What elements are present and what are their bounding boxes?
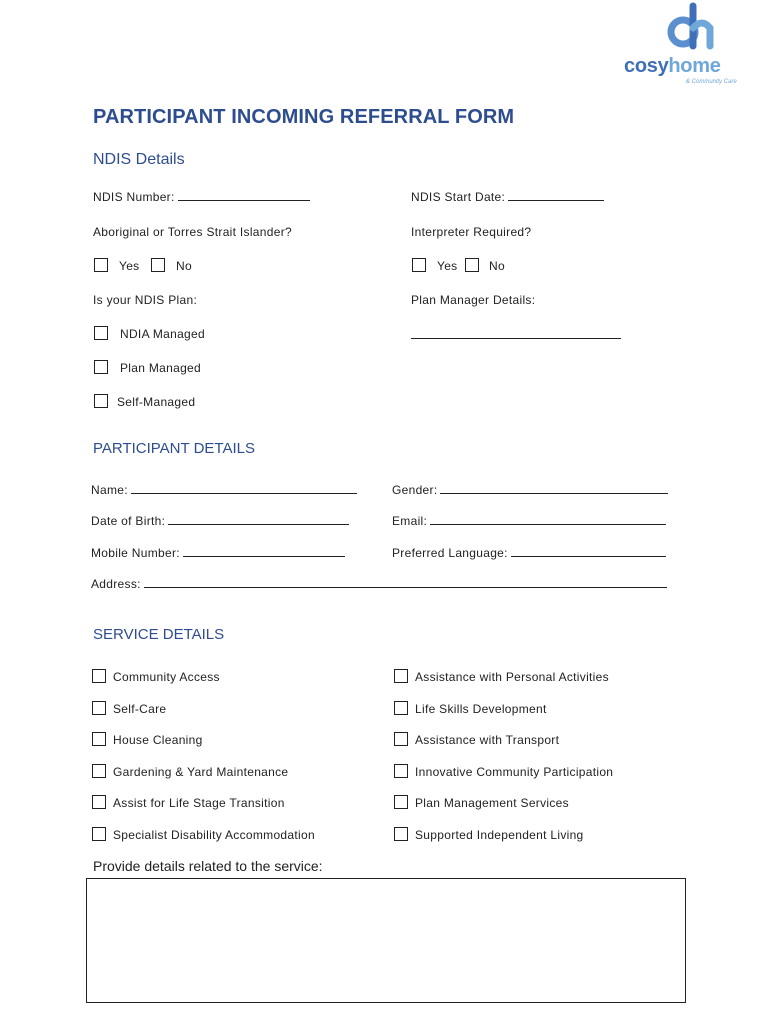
name-label: Name:	[91, 483, 128, 497]
aboriginal-yes-label: Yes	[119, 259, 140, 273]
ndia-managed-label: NDIA Managed	[120, 327, 205, 341]
email-line[interactable]	[430, 524, 666, 525]
plan-managed-label: Plan Managed	[120, 361, 201, 375]
service-label-life-stage: Assist for Life Stage Transition	[113, 796, 285, 810]
logo-mark-icon	[666, 2, 718, 50]
address-line[interactable]	[144, 587, 667, 588]
ndis-start-date-field[interactable]	[411, 190, 604, 204]
name-line[interactable]	[131, 493, 357, 494]
service-checkbox[interactable]	[92, 827, 106, 841]
dob-label: Date of Birth:	[91, 514, 166, 528]
ndis-number-field[interactable]	[93, 190, 310, 204]
interpreter-no-checkbox[interactable]	[465, 258, 479, 272]
dob-line[interactable]	[168, 524, 349, 525]
service-details-textarea[interactable]	[86, 878, 686, 1003]
service-label-personal-activities: Assistance with Personal Activities	[415, 670, 609, 684]
gender-field[interactable]	[392, 483, 668, 497]
service-checkbox[interactable]	[394, 764, 408, 778]
plan-question: Is your NDIS Plan:	[93, 293, 198, 307]
gender-line[interactable]	[440, 493, 668, 494]
details-label: Provide details related to the service:	[93, 858, 323, 874]
email-label: Email:	[392, 514, 428, 528]
service-label-sil: Supported Independent Living	[415, 828, 584, 842]
service-label-self-care: Self-Care	[113, 702, 167, 716]
interpreter-no-label: No	[489, 259, 505, 273]
service-label-community-access: Community Access	[113, 670, 220, 684]
logo-tagline: & Community Care	[686, 79, 737, 85]
mobile-label: Mobile Number:	[91, 546, 180, 560]
form-title: PARTICIPANT INCOMING REFERRAL FORM	[93, 106, 515, 128]
service-label-innovative: Innovative Community Participation	[415, 765, 614, 779]
logo	[622, 2, 762, 92]
service-label-transport: Assistance with Transport	[415, 733, 560, 747]
logo-brand-a: cosy	[624, 55, 669, 77]
service-label-house-cleaning: House Cleaning	[113, 733, 203, 747]
participant-heading: PARTICIPANT DETAILS	[93, 440, 255, 457]
address-field[interactable]	[91, 577, 667, 591]
service-checkbox[interactable]	[394, 701, 408, 715]
interpreter-question: Interpreter Required?	[411, 225, 532, 239]
aboriginal-question: Aboriginal or Torres Strait Islander?	[93, 225, 292, 239]
service-checkbox[interactable]	[92, 669, 106, 683]
ndis-number-label: NDIS Number:	[93, 190, 175, 204]
service-checkbox[interactable]	[394, 669, 408, 683]
address-label: Address:	[91, 577, 141, 591]
service-checkbox[interactable]	[394, 732, 408, 746]
service-label-life-skills: Life Skills Development	[415, 702, 547, 716]
service-checkbox[interactable]	[394, 795, 408, 809]
plan-manager-line[interactable]	[411, 338, 621, 339]
email-field[interactable]	[392, 514, 666, 528]
service-checkbox[interactable]	[394, 827, 408, 841]
language-line[interactable]	[511, 556, 666, 557]
service-label-gardening: Gardening & Yard Maintenance	[113, 765, 289, 779]
service-checkbox[interactable]	[92, 701, 106, 715]
mobile-field[interactable]	[91, 546, 345, 560]
ndis-start-date-label: NDIS Start Date:	[411, 190, 506, 204]
ndia-managed-checkbox[interactable]	[94, 326, 108, 340]
name-field[interactable]	[91, 483, 357, 497]
service-label-plan-management: Plan Management Services	[415, 796, 569, 810]
aboriginal-no-label: No	[176, 259, 192, 273]
interpreter-yes-checkbox[interactable]	[412, 258, 426, 272]
language-field[interactable]	[392, 546, 666, 560]
aboriginal-no-checkbox[interactable]	[151, 258, 165, 272]
service-checkbox[interactable]	[92, 795, 106, 809]
gender-label: Gender:	[392, 483, 438, 497]
logo-brand-b: home	[668, 55, 721, 77]
ndis-start-date-line[interactable]	[508, 200, 604, 201]
language-label: Preferred Language:	[392, 546, 508, 560]
plan-manager-label: Plan Manager Details:	[411, 293, 536, 307]
aboriginal-yes-checkbox[interactable]	[94, 258, 108, 272]
service-checkbox[interactable]	[92, 732, 106, 746]
plan-managed-checkbox[interactable]	[94, 360, 108, 374]
ndis-heading: NDIS Details	[93, 151, 185, 168]
dob-field[interactable]	[91, 514, 349, 528]
interpreter-yes-label: Yes	[437, 259, 458, 273]
mobile-line[interactable]	[183, 556, 345, 557]
service-label-sda: Specialist Disability Accommodation	[113, 828, 315, 842]
ndis-number-line[interactable]	[178, 200, 310, 201]
service-checkbox[interactable]	[92, 764, 106, 778]
service-heading: SERVICE DETAILS	[93, 626, 225, 643]
self-managed-checkbox[interactable]	[94, 394, 108, 408]
self-managed-label: Self-Managed	[117, 395, 196, 409]
